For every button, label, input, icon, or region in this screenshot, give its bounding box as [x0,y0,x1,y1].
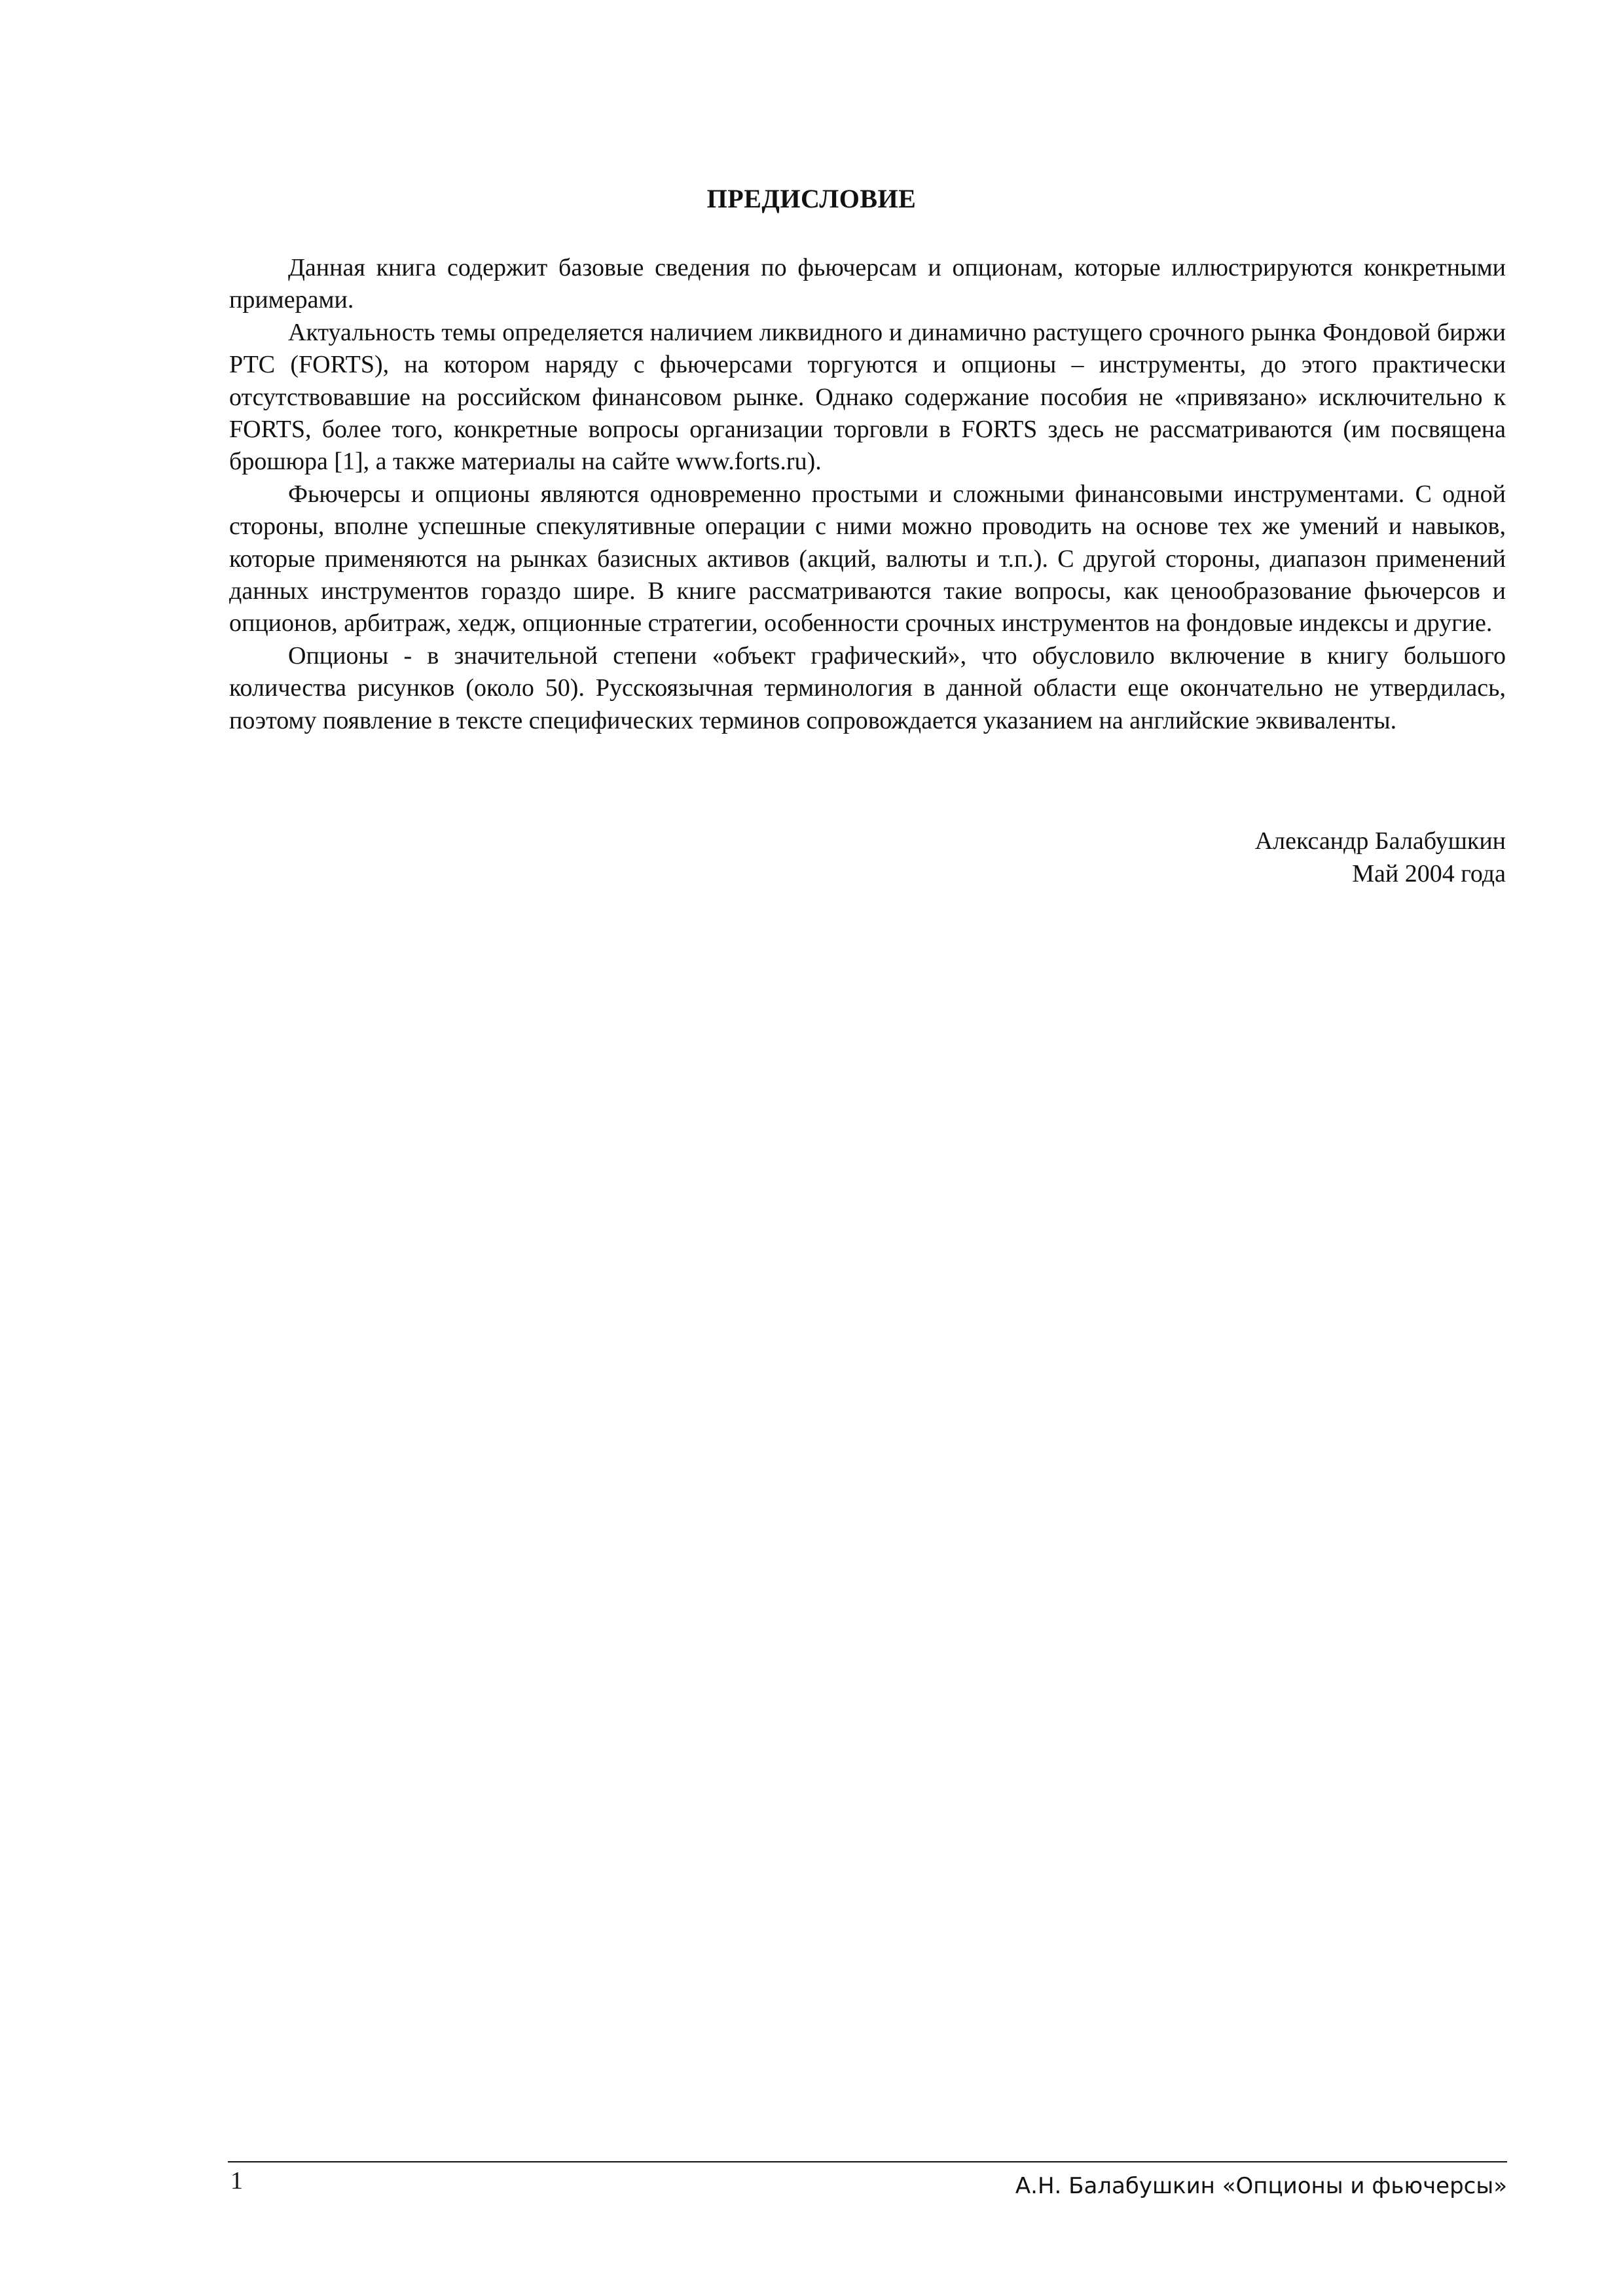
page-title: ПРЕДИСЛОВИЕ [706,184,917,213]
signature-date: Май 2004 года [1352,860,1506,888]
page-number: 1 [230,2167,243,2195]
footer-divider [228,2161,1507,2162]
signature-author: Александр Балабушкин [1254,827,1506,855]
signature-block [229,825,1506,890]
paragraph: Опционы - в значительной степени «объект графический», что обусловило включение в книгу большого количества рисунков (около 50). Русскоязычная терминология в данной области еще окончательно не утвердилась, поэтому появление в тексте специфических терминов сопровождается указанием на английские эквиваленты. [229,641,1506,734]
paragraph: Данная книга содержит базовые сведения по фьючерсам и опционам, которые иллюстрируются конкретными примерами. [229,254,1506,314]
paragraph: Актуальность темы определяется наличием ликвидного и динамично растущего срочного рынка Фондовой биржи РТС (FORTS), на котором наряду с фьючерсами торгуются и опционы – инструменты, до этого практически отсутствовавшие на российском финансовом рынке. Однако содержание пособия не «привязано» исключительно к FORTS, более того, конкретные вопросы организации торговли в FORTS здесь не рассматриваются (им посвящена брошюра [1], а также материалы на сайте www.forts.ru). [229,318,1506,476]
running-footer-title: А.Н. Балабушкин «Опционы и фьючерсы» [1015,2173,1507,2199]
paragraph: Фьючерсы и опционы являются одновременно простыми и сложными финансовыми инструментами. С одной стороны, вполне успешные спекулятивные операции с ними можно проводить на основе тех же умений и навыков, которые применяются на рынках базисных активов (акций, валюты и т.п.). С другой стороны, диапазон применений данных инструментов гораздо шире. В книге рассматриваются такие вопросы, как ценообразование фьючерсов и опционов, арбитраж, хедж, опционные стратегии, особенности срочных инструментов на фондовые индексы и другие. [229,480,1506,637]
preface-body [229,252,1506,737]
